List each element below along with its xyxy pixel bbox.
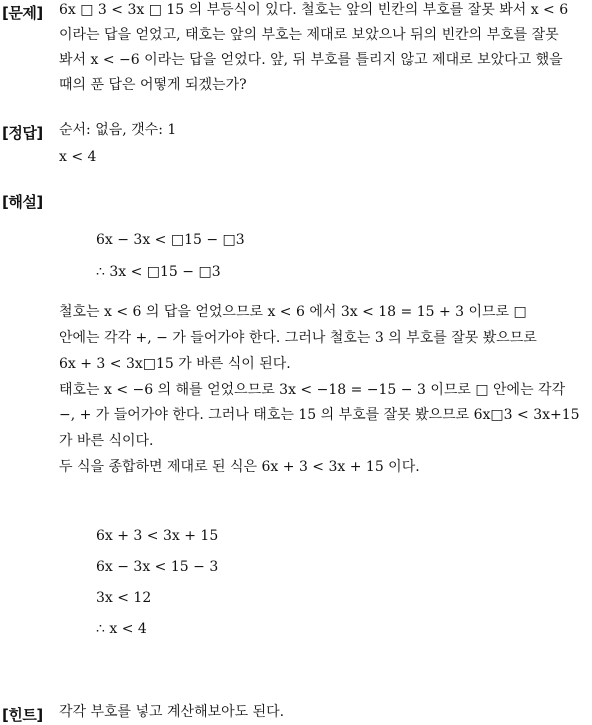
problem-line-3: 봐서 x < −6 이라는 답을 얻었다. 앞, 뒤 부호를 틀리지 않고 제대로 보았다고 했을 — [59, 52, 563, 68]
explanation-paragraph-7: 두 식을 종합하면 제대로 된 식은 6x + 3 < 3x + 15 이다. — [59, 459, 420, 475]
problem-label: [문제] — [2, 4, 43, 22]
explanation-math-bottom-3: 3x < 12 — [96, 590, 152, 606]
explanation-paragraph-2: 안에는 각각 +, − 가 들어가야 한다. 그러나 철호는 3 의 부호를 잘못 봤으므로 — [59, 330, 537, 346]
explanation-paragraph-5: −, + 가 들어가야 한다. 그러나 태호는 15 의 부호를 잘못 봤으므로 6x□3 < 3x+15 — [59, 407, 580, 423]
explanation-math-top-2: ∴ 3x < □15 − □3 — [96, 264, 221, 280]
explanation-paragraph-4: 태호는 x < −6 의 해를 얻었으므로 3x < −18 = −15 − 3 이므로 □ 안에는 각각 — [59, 382, 566, 398]
answer-line-1: 순서: 없음, 갯수: 1 — [59, 122, 177, 138]
explanation-paragraph-1: 철호는 x < 6 의 답을 얻었으므로 x < 6 에서 3x < 18 = 15 + 3 이므로 □ — [59, 304, 527, 320]
explanation-paragraph-3: 6x + 3 < 3x□15 가 바른 식이 된다. — [59, 356, 291, 372]
problem-line-2: 이라는 답을 얻었고, 태호는 앞의 부호는 제대로 보았으나 뒤의 빈칸의 부호를 잘못 — [59, 27, 559, 43]
explanation-label: [해설] — [2, 193, 43, 211]
problem-line-1: 6x □ 3 < 3x □ 15 의 부등식이 있다. 철호는 앞의 빈칸의 부호를 잘못 봐서 x < 6 — [59, 2, 569, 18]
explanation-math-bottom-1: 6x + 3 < 3x + 15 — [96, 528, 219, 544]
problem-line-4: 때의 푼 답은 어떻게 되겠는가? — [59, 77, 247, 93]
hint-text: 각각 부호를 넣고 계산해보아도 된다. — [59, 704, 285, 720]
hint-label: [힌트] — [2, 706, 43, 724]
explanation-paragraph-6: 가 바른 식이다. — [59, 433, 154, 449]
explanation-math-bottom-4: ∴ x < 4 — [96, 621, 147, 637]
explanation-math-top-1: 6x − 3x < □15 − □3 — [96, 232, 245, 248]
answer-line-2: x < 4 — [59, 149, 97, 165]
answer-label: [정답] — [2, 124, 43, 142]
explanation-math-bottom-2: 6x − 3x < 15 − 3 — [96, 559, 219, 575]
